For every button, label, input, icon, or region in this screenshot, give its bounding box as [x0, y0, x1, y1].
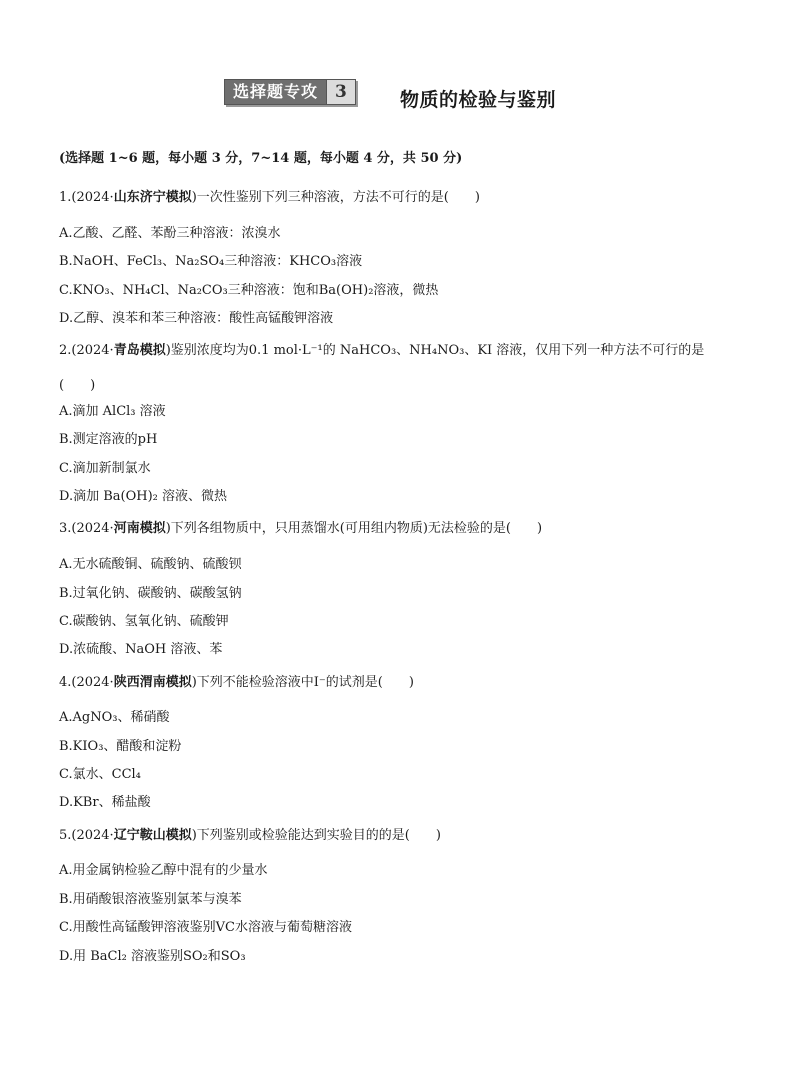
question-2-option-d: D.滴加 Ba(OH)₂ 溶液、微热	[59, 489, 228, 504]
question-source: 辽宁鞍山模拟	[113, 828, 192, 843]
question-source: 河南模拟	[113, 521, 166, 536]
question-text: )下列鉴别或检验能达到实验目的的是( )	[191, 828, 441, 843]
question-5-option-b: B.用硝酸银溶液鉴别氯苯与溴苯	[59, 892, 242, 907]
question-source: 山东济宁模拟	[113, 190, 192, 205]
question-2-option-b: B.测定溶液的pH	[59, 432, 158, 447]
scoring-note: (选择题 1~6 题，每小题 3 分，7~14 题，每小题 4 分，共 50 分)	[59, 151, 463, 166]
question-text: )一次性鉴别下列三种溶液，方法不可行的是( )	[191, 190, 480, 205]
question-3-option-d: D.浓硫酸、NaOH 溶液、苯	[59, 642, 223, 657]
question-5-option-d: D.用 BaCl₂ 溶液鉴别SO₂和SO₃	[59, 949, 246, 964]
section-header	[224, 79, 356, 105]
question-number: 5.(2024·	[59, 828, 114, 843]
question-5-option-c: C.用酸性高锰酸钾溶液鉴别VC水溶液与葡萄糖溶液	[59, 920, 352, 935]
question-4-option-a: A.AgNO₃、稀硝酸	[59, 710, 170, 725]
question-1-option-b: B.NaOH、FeCl₃、Na₂SO₄三种溶液：KHCO₃溶液	[59, 254, 363, 269]
question-text: )下列各组物质中，只用蒸馏水(可用组内物质)无法检验的是( )	[165, 521, 543, 536]
question-4-option-d: D.KBr、稀盐酸	[59, 795, 151, 810]
question-3-option-b: B.过氧化钠、碳酸钠、碳酸氢钠	[59, 586, 242, 601]
question-number: 3.(2024·	[59, 521, 114, 536]
question-4-option-c: C.氯水、CCl₄	[59, 767, 141, 782]
question-1-stem	[59, 188, 480, 208]
page-title: 物质的检验与鉴别	[400, 89, 557, 111]
question-number: 2.(2024·	[59, 343, 114, 358]
question-2-stem	[59, 341, 704, 361]
question-source: 青岛模拟	[113, 343, 166, 358]
badge-number: 3	[326, 80, 355, 104]
question-2-option-c: C.滴加新制氯水	[59, 461, 151, 476]
question-3-stem	[59, 519, 542, 539]
question-source: 陕西渭南模拟	[113, 675, 192, 690]
question-number: 1.(2024·	[59, 190, 114, 205]
question-1-option-a: A.乙酸、乙醛、苯酚三种溶液：浓溴水	[59, 226, 281, 241]
question-2-option-a: A.滴加 AlCl₃ 溶液	[59, 404, 166, 419]
question-4-option-b: B.KIO₃、醋酸和淀粉	[59, 739, 182, 754]
question-3-option-a: A.无水硫酸铜、硫酸钠、硫酸钡	[59, 557, 242, 572]
question-number: 4.(2024·	[59, 675, 114, 690]
question-5-option-a: A.用金属钠检验乙醇中混有的少量水	[59, 863, 268, 878]
badge-label: 选择题专攻	[225, 80, 326, 104]
question-5-stem	[59, 826, 441, 846]
question-4-stem	[59, 673, 414, 693]
question-text: )鉴别浓度均为0.1 mol·L⁻¹的 NaHCO₃、NH₄NO₃、KI 溶液，仅用下列一种方法不可行的是	[165, 343, 705, 358]
question-2-stem-cont: ( )	[59, 378, 96, 393]
question-1-option-c: C.KNO₃、NH₄Cl、Na₂CO₃三种溶液：饱和Ba(OH)₂溶液，微热	[59, 283, 439, 298]
section-badge	[224, 79, 356, 105]
question-1-option-d: D.乙醇、溴苯和苯三种溶液：酸性高锰酸钾溶液	[59, 311, 334, 326]
question-3-option-c: C.碳酸钠、氢氧化钠、硫酸钾	[59, 614, 229, 629]
question-text: )下列不能检验溶液中I⁻的试剂是( )	[191, 675, 414, 690]
